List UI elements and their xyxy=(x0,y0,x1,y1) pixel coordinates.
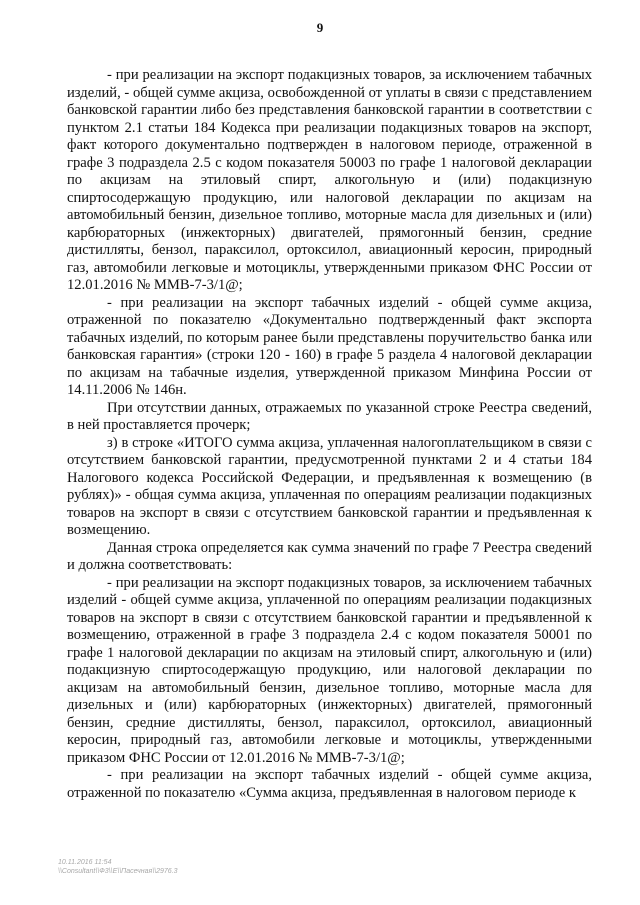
paragraph-export-tobacco-reflected: - при реализации на экспорт табачных изделий - общей сумме акциза, отраженной по показателю «Сумма акциза, предъявленная в налоговом периоде к xyxy=(67,767,592,801)
paragraph-export-excise-goods-paid: - при реализации на экспорт подакцизных товаров, за исключением табачных изделий - общей сумме акциза, уплаченной по операциям реализации подакцизных товаров на экспорт в связи с отсутствием банковской гарантии и предъявленной к возмещению, отраженной в графе 3 подраздела 2.4 с кодом показателя 50001 по графе 1 налоговой декларации по акцизам на этиловый спирт, алкогольную и (или) подакцизную спиртосодержащую продукцию, или налоговой декларации по акцизам на автомобильный бензин, дизельное топливо, моторные масла для дизельных и (или) карбюраторных (инжекторных) двигателей, прямогонный бензин, средние дистилляты, бензол, параксилол, ортоксилол, авиационный керосин, природный газ, автомобили легковые и мотоциклы, утвержденными приказом ФНС России от 12.01.2016 № ММВ-7-3/1@; xyxy=(67,574,592,766)
paragraph-no-data-dash: При отсутствии данных, отражаемых по указанной строке Реестра сведений, в ней проставляется прочерк; xyxy=(67,399,592,433)
paragraph-export-tobacco-guarantee: - при реализации на экспорт табачных изделий - общей сумме акциза, отраженной по показателю «Документально подтвержденный факт экспорта табачных изделий, по которым ранее были представлены поручительство банка или банковская гарантия» (строки 120 - 160) в графе 5 раздела 4 налоговой декларации по акцизам на табачные изделия, утвержденной приказом Минфина России от 14.11.2006 № 146н. xyxy=(67,294,592,398)
footer-timestamp: 10.11.2016 11:54 xyxy=(58,859,112,866)
paragraph-row-definition: Данная строка определяется как сумма значений по графе 7 Реестра сведений и должна соответствовать: xyxy=(67,539,592,573)
print-footer-stamp xyxy=(58,858,178,876)
footer-file-path: \\Consultant\\Ф3\\Е\\Пасечная\\2976.3 xyxy=(58,868,178,875)
paragraph-export-excise-goods-exempt: - при реализации на экспорт подакцизных товаров, за исключением табачных изделий, - общей сумме акциза, освобожденной от уплаты в связи с представлением банковской гарантии либо без представления банковской гарантии в соответствии с пунктом 2.1 статьи 184 Кодекса при реализации подакцизных товаров на экспорт, факт которого документально подтвержден в налоговом периоде, отраженной в графе 3 подраздела 2.5 с кодом показателя 50003 по графе 1 налоговой декларации по акцизам на этиловый спирт, алкогольную и (или) подакцизную спиртосодержащую продукцию, или налоговой декларации по акцизам на автомобильный бензин, дизельное топливо, моторные масла для дизельных и (или) карбюраторных (инжекторных) двигателей, прямогонный бензин, средние дистилляты, бензол, параксилол, ортоксилол, авиационный керосин, природный газ, автомобили легковые и мотоциклы, утвержденными приказом ФНС России от 12.01.2016 № ММВ-7-3/1@; xyxy=(67,67,592,293)
page-number: 9 xyxy=(316,20,324,35)
paragraph-item-z-total: з) в строке «ИТОГО сумма акциза, уплаченная налогоплательщиком в связи с отсутствием банковской гарантии, предусмотренной пунктами 2 и 4 статьи 184 Налогового кодекса Российской Федерации, и предъявленная к возмещению (в рублях)» - общая сумма акциза, уплаченная по операциям реализации подакцизных товаров на экспорт в связи с отсутствием банковской гарантии и предъявленная к возмещению. xyxy=(67,434,592,538)
document-body xyxy=(67,67,592,802)
